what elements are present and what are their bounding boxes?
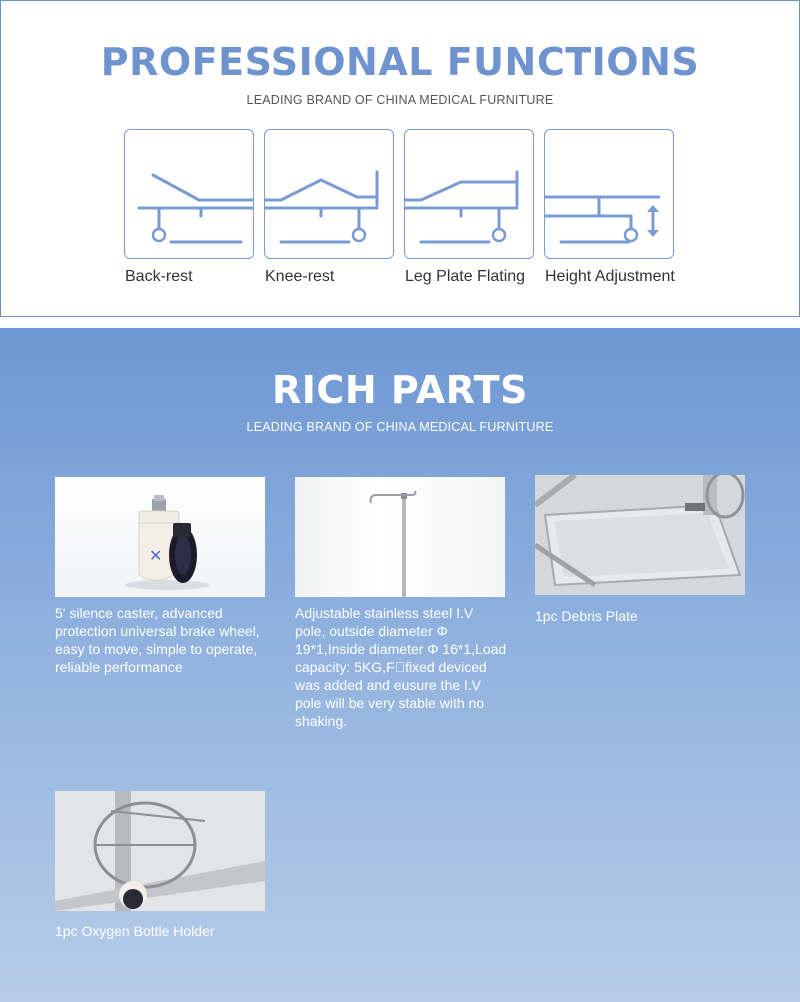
iv-pole-caption: Adjustable stainless steel I.V pole, outside diameter Φ 19*1,Inside diameter Φ 16*1,Load capacity: 5KG,F fixed deviced was added and eusure the I.V pole will be very stable with no shaking. [295, 605, 507, 729]
knee-rest-icon [264, 129, 394, 259]
height-adjustment-label: Height Adjustment [545, 268, 675, 285]
back-rest-label: Back-rest [125, 268, 193, 285]
iv-pole-photo [295, 477, 505, 597]
debris-plate-photo [535, 475, 745, 595]
debris-plate-caption: 1pc Debris Plate [535, 608, 638, 624]
functions-subtitle: LEADING BRAND OF CHINA MEDICAL FURNITURE [246, 93, 554, 107]
svg-text:✕: ✕ [149, 546, 163, 565]
caster-caption: 5' silence caster, advanced protection universal brake wheel, easy to move, simple to operate, reliable performance [55, 605, 260, 675]
parts-title: RICH PARTS [272, 368, 528, 412]
functions-section [0, 0, 800, 318]
knee-rest-label: Knee-rest [265, 268, 335, 285]
leg-plate-label: Leg Plate Flating [405, 268, 526, 285]
leg-plate-icon [404, 129, 534, 259]
functions-title: PROFESSIONAL FUNCTIONS [100, 40, 700, 84]
height-adjustment-icon [544, 129, 674, 259]
back-rest-icon [124, 129, 254, 259]
parts-section [0, 328, 800, 1002]
caster-wheel-photo [55, 477, 265, 597]
oxygen-bottle-holder-photo [55, 791, 265, 911]
oxygen-holder-caption: 1pc Oxygen Bottle Holder [55, 923, 215, 939]
parts-subtitle: LEADING BRAND OF CHINA MEDICAL FURNITURE [246, 420, 554, 434]
